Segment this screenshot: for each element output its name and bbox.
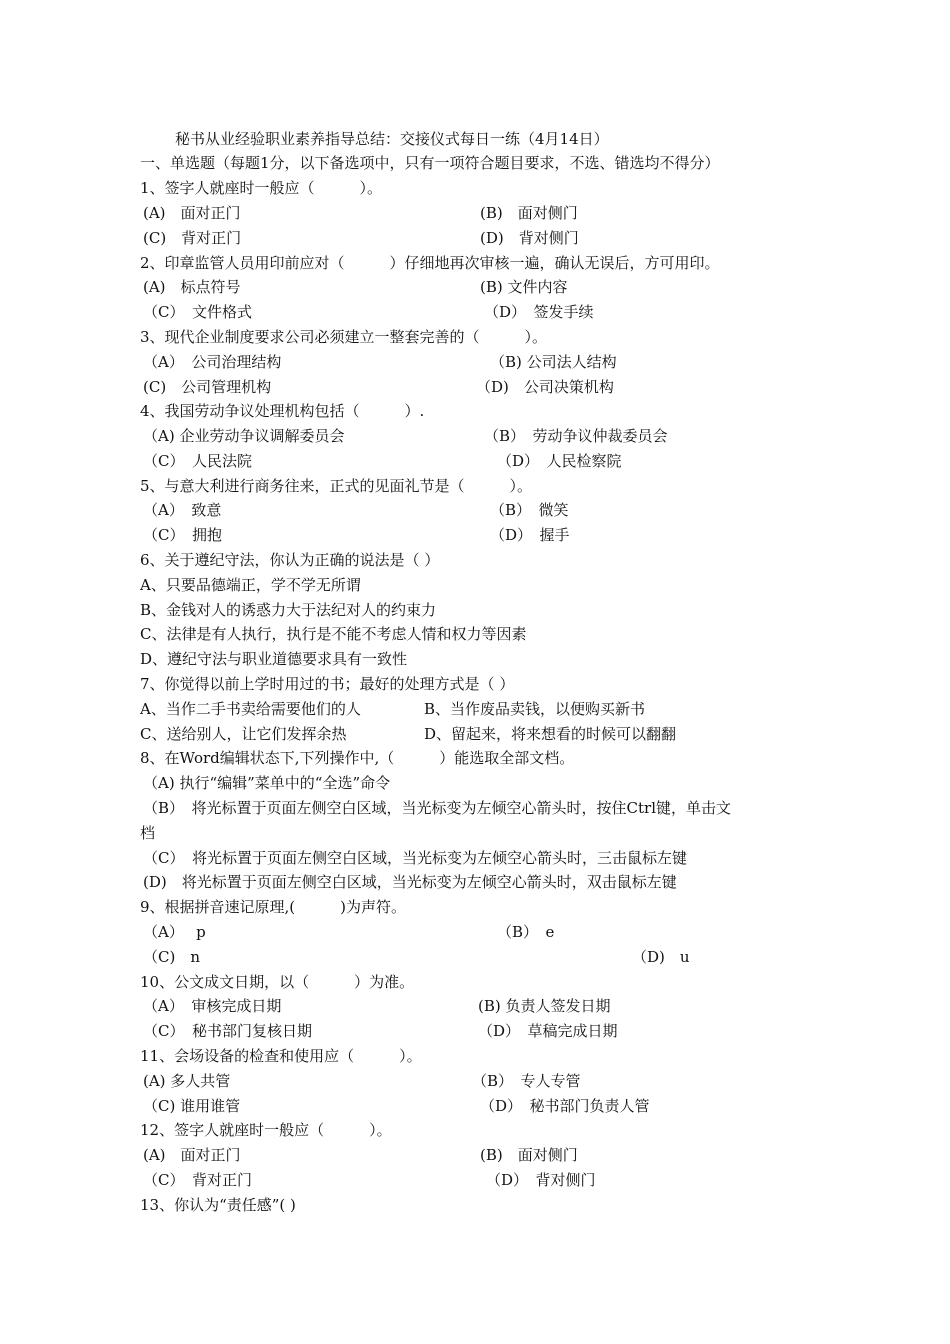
- question-stem: 11、会场设备的检查和使用应（ ）。: [140, 1047, 422, 1065]
- option: （C） 秘书部门复核日期: [143, 1022, 312, 1040]
- option: B、当作废品卖钱，以便购买新书: [424, 700, 646, 718]
- option: (A) 标点符号: [143, 278, 241, 296]
- question-stem: 5、与意大利进行商务往来，正式的见面礼节是（ ）。: [140, 477, 533, 495]
- question-stem: 6、关于遵纪守法，你认为正确的说法是（ ）: [140, 551, 440, 569]
- option: （D） 草稿完成日期: [478, 1022, 618, 1040]
- option: (D) 将光标置于页面左侧空白区域，当光标变为左倾空心箭头时，双击鼠标左键: [143, 873, 677, 891]
- question-stem: 3、现代企业制度要求公司必须建立一整套完善的（ ）。: [140, 328, 548, 346]
- question-stem: 7、你觉得以前上学时用过的书；最好的处理方式是（ ）: [140, 675, 515, 693]
- option: （A） 审核完成日期: [143, 997, 282, 1015]
- option: (C) 背对正门: [143, 229, 242, 247]
- option: (B) 面对侧门: [480, 1146, 578, 1164]
- option: （A) 企业劳动争议调解委员会: [143, 427, 345, 445]
- option: D、留起来，将来想看的时候可以翻翻: [424, 725, 677, 743]
- option: (A) 面对正门: [143, 1146, 241, 1164]
- option: （B） 劳动争议仲裁委员会: [484, 427, 668, 445]
- section-heading: 一、单选题（每题1分，以下备选项中，只有一项符合题目要求，不选、错选均不得分）: [140, 154, 720, 172]
- option: B、金钱对人的诱惑力大于法纪对人的约束力: [140, 601, 437, 619]
- option: （B) 公司法人结构: [490, 353, 617, 371]
- option: (B) 负责人签发日期: [478, 997, 611, 1015]
- option: （A） 公司治理结构: [143, 353, 282, 371]
- option: （B） 将光标置于页面左侧空白区域，当光标变为左倾空心箭头时，按住Ctrl键，单击文: [143, 799, 731, 817]
- option: A、只要品德端正，学不学无所谓: [140, 576, 361, 594]
- option: （B） e: [497, 923, 555, 941]
- option-continuation: 档: [140, 824, 156, 842]
- option: （D） 签发手续: [484, 303, 594, 321]
- option: （D） 秘书部门负责人管: [480, 1097, 650, 1115]
- question-stem: 1、签字人就座时一般应（ ）。: [140, 179, 383, 197]
- option: (D) 背对侧门: [480, 229, 579, 247]
- option: （B） 专人专管: [472, 1072, 581, 1090]
- document-title: 秘书从业经验职业素养指导总结：交接仪式每日一练（4月14日）: [175, 130, 609, 148]
- option: （A） p: [143, 923, 206, 941]
- option: （D） 人民检察院: [497, 452, 622, 470]
- option: （A) 执行“编辑”菜单中的“全选”命令: [143, 774, 391, 792]
- question-stem: 9、根据拼音速记原理,( )为声符。: [140, 898, 407, 916]
- option: （C） 拥抱: [143, 526, 222, 544]
- question-stem: 12、签字人就座时一般应（ ）。: [140, 1121, 392, 1139]
- option: （D） 握手: [490, 526, 570, 544]
- option: （D) 公司决策机构: [476, 378, 614, 396]
- option: A、当作二手书卖给需要他们的人: [140, 700, 361, 718]
- question-stem: 13、你认为“责任感”( ): [140, 1196, 296, 1214]
- option: D、遵纪守法与职业道德要求具有一致性: [140, 650, 408, 668]
- option: (B) 文件内容: [480, 278, 568, 296]
- option: （C) 谁用谁管: [143, 1097, 241, 1115]
- option: (A) 面对正门: [143, 204, 241, 222]
- option: （C) n: [143, 948, 200, 966]
- option: （C） 背对正门: [143, 1171, 252, 1189]
- option: （C） 人民法院: [143, 452, 252, 470]
- question-stem: 10、公文成文日期，以（ ）为准。: [140, 973, 415, 991]
- question-stem: 2、印章监管人员用印前应对（ ）仔细地再次审核一遍，确认无误后，方可用印。: [140, 254, 720, 272]
- option: （C） 将光标置于页面左侧空白区域，当光标变为左倾空心箭头时，三击鼠标左键: [143, 849, 687, 867]
- option: (B) 面对侧门: [480, 204, 578, 222]
- option: （C） 文件格式: [143, 303, 252, 321]
- option: （D) u: [632, 948, 690, 966]
- option: （B） 微笑: [490, 501, 569, 519]
- option: C、法律是有人执行，执行是不能不考虑人情和权力等因素: [140, 625, 527, 643]
- option: (C) 公司管理机构: [143, 378, 272, 396]
- option: （D） 背对侧门: [486, 1171, 596, 1189]
- option: （A） 致意: [143, 501, 222, 519]
- option: C、送给别人，让它们发挥余热: [140, 725, 347, 743]
- option: (A) 多人共管: [143, 1072, 231, 1090]
- question-stem: 8、在Word编辑状态下,下列操作中,（ ）能选取全部文档。: [140, 749, 575, 767]
- question-stem: 4、我国劳动争议处理机构包括（ ）.: [140, 402, 425, 420]
